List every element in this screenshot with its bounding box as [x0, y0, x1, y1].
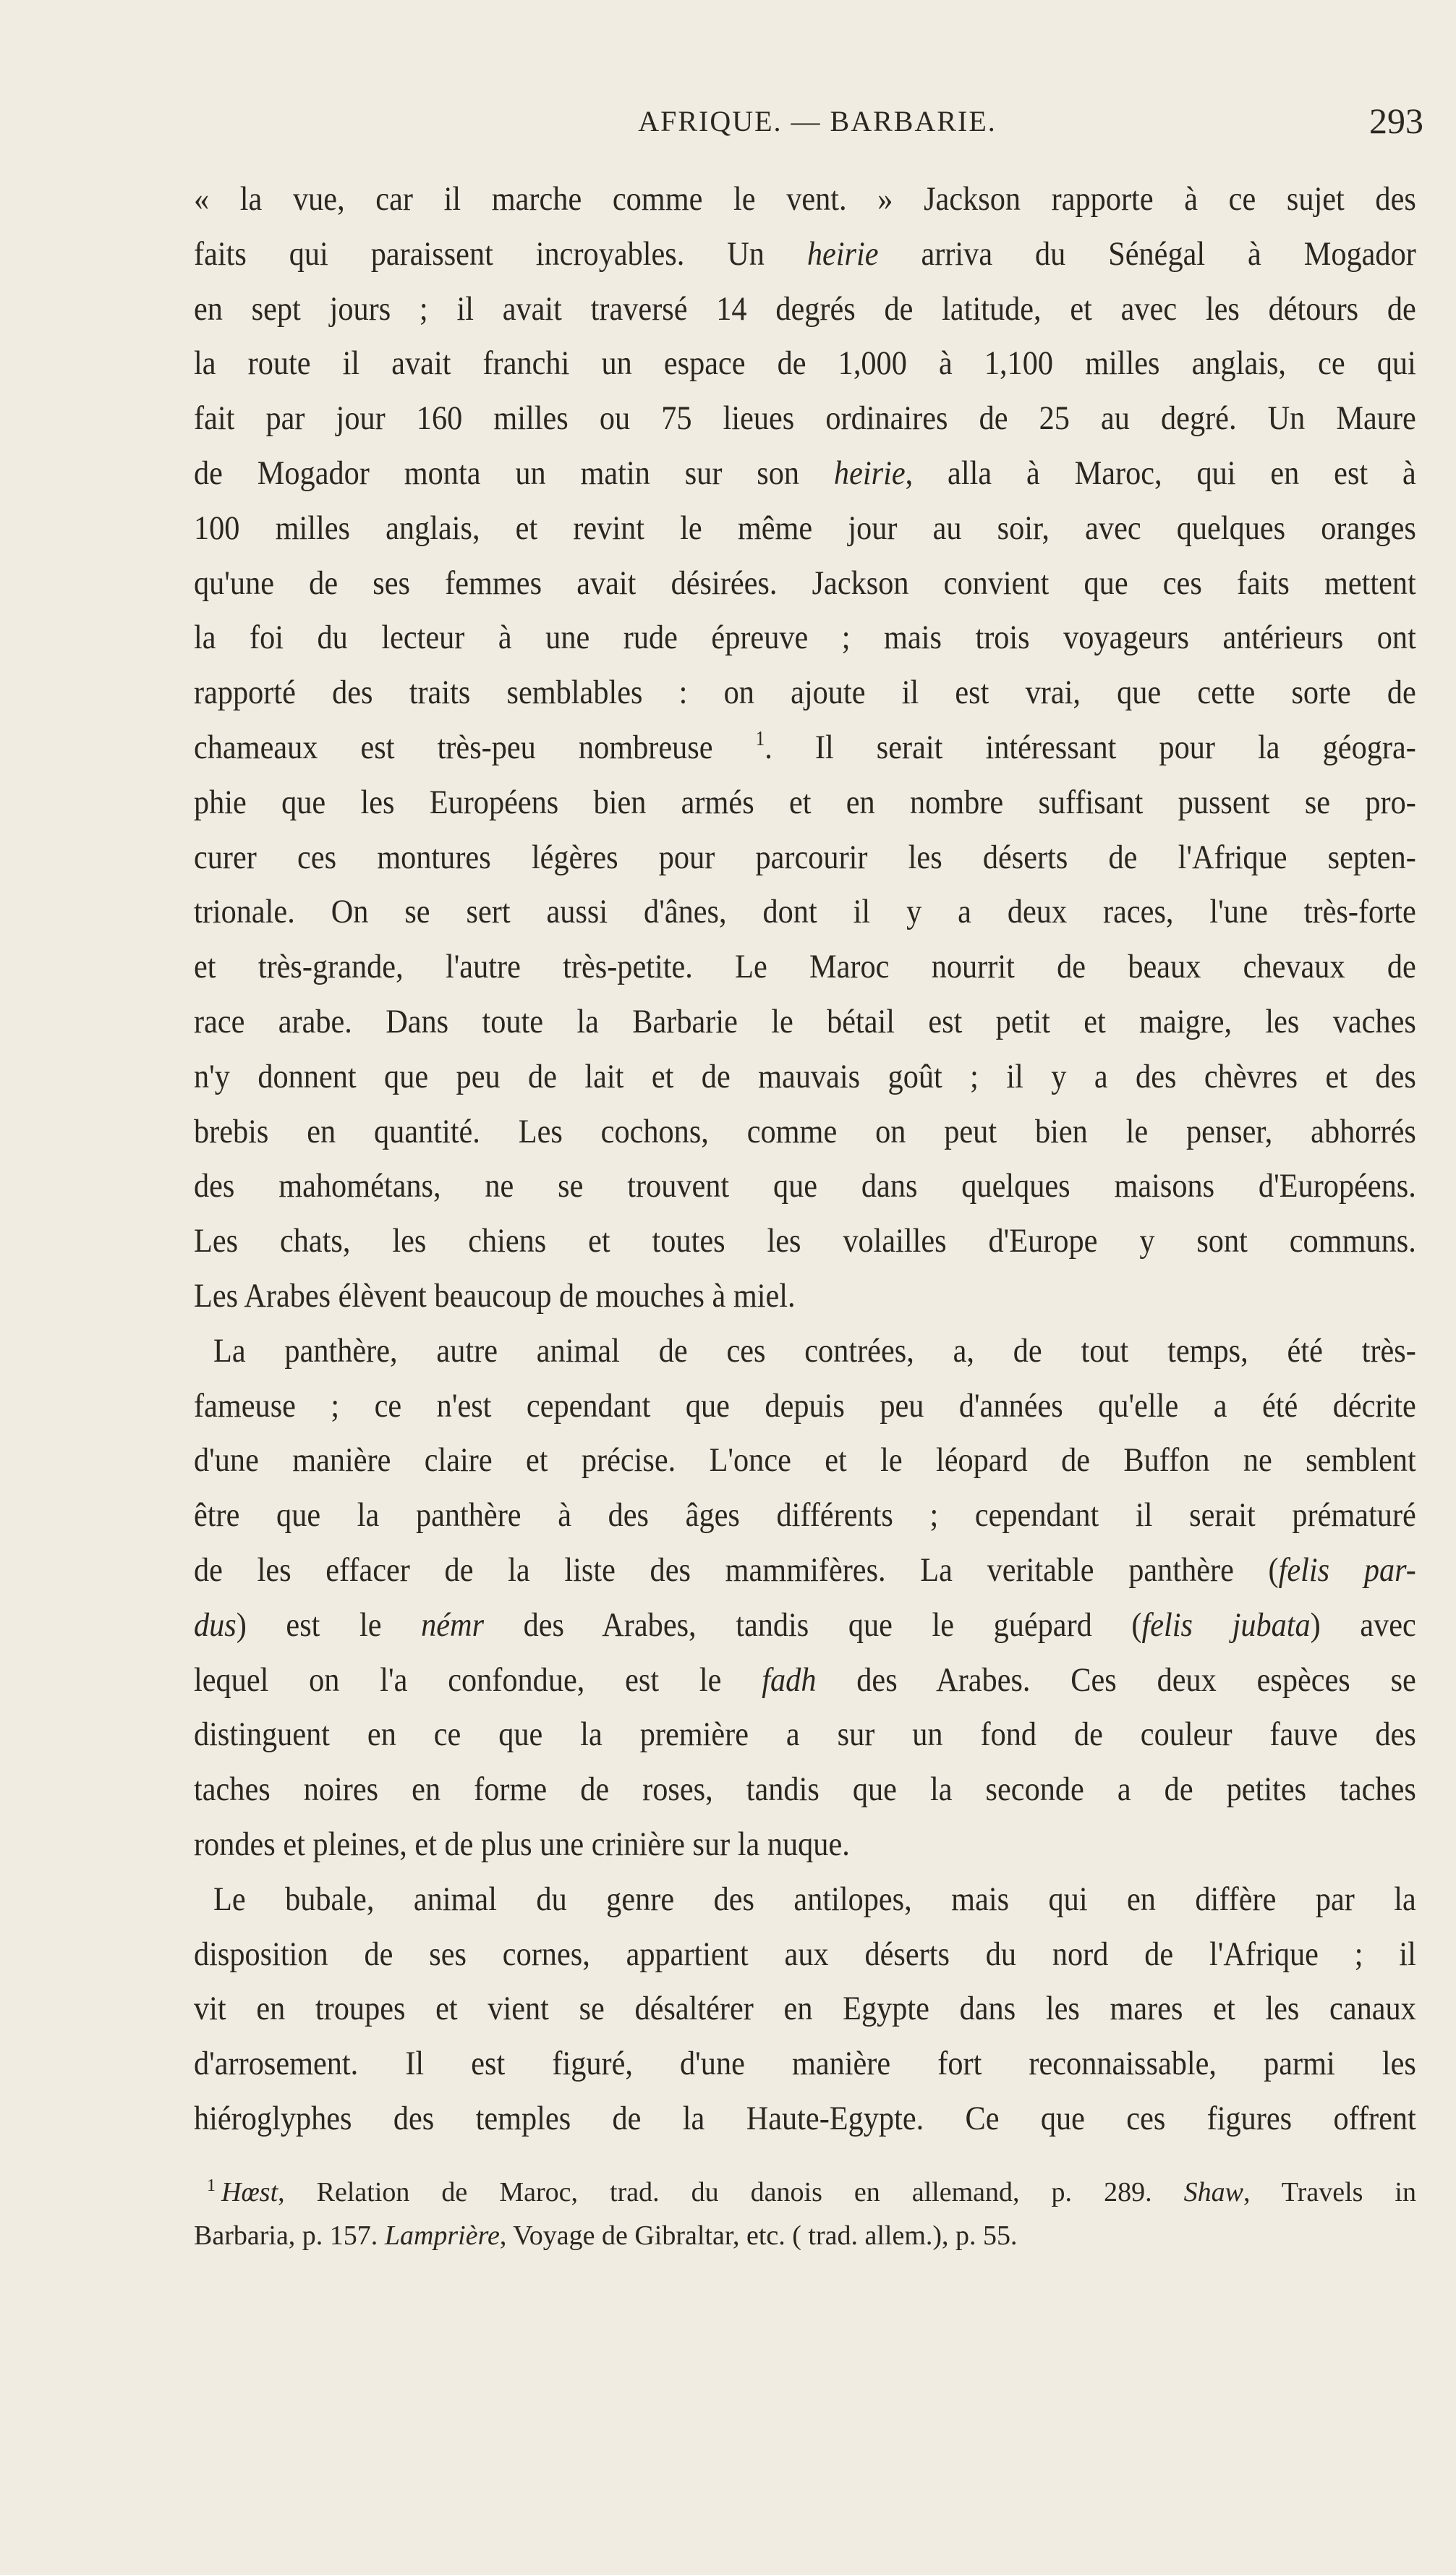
text-line: Les chats, les chiens et toutes les volailles d'Europe y sont communs. — [194, 1222, 1416, 1260]
text-line: de Mogador monta un matin sur son heirie, alla à Maroc, qui en est à — [194, 454, 1416, 492]
text-line: dus) est le némr des Arabes, tandis que le guépard (felis jubata) avec — [194, 1605, 1416, 1644]
text-line: curer ces montures légères pour parcourir les déserts de l'Afrique septen- — [194, 838, 1416, 876]
text-line: taches noires en forme de roses, tandis que la seconde a de petites taches — [194, 1770, 1416, 1809]
text-line: n'y donnent que peu de lait et de mauvais goût ; il y a des chèvres et des — [194, 1057, 1416, 1095]
italic-term: felis jubata — [1141, 1605, 1311, 1644]
text-line: de les effacer de la liste des mammifères. La veritable panthère (felis par- — [194, 1550, 1416, 1589]
text-line: La panthère, autre animal de ces contrées, a, de tout temps, été très- — [213, 1331, 1416, 1370]
text-line: hiéroglyphes des temples de la Haute-Egypte. Ce que ces figures offrent — [194, 2099, 1416, 2137]
italic-term: heirie — [806, 234, 879, 273]
text-line: Les Arabes élèvent beaucoup de mouches à miel. — [194, 1276, 796, 1315]
text-line: vit en troupes et vient se désaltérer en Egypte dans les mares et les canaux — [194, 1990, 1416, 2028]
text-line: « la vue, car il marche comme le vent. » Jackson rapporte à ce sujet des — [194, 180, 1416, 218]
text-line: fameuse ; ce n'est cependant que depuis peu d'années qu'elle a été décrite — [194, 1386, 1416, 1425]
footnote-author: Shaw — [1183, 2177, 1243, 2207]
text-line: rondes et pleines, et de plus une crinière sur la nuque. — [194, 1825, 850, 1863]
page-number: 293 — [1369, 101, 1423, 141]
text-line: Le bubale, animal du genre des antilopes, mais qui en diffère par la — [213, 1880, 1416, 1918]
footnotes — [194, 2171, 1416, 2257]
text-line: faits qui paraissent incroyables. Un heirie arriva du Sénégal à Mogador — [194, 234, 1416, 273]
text-line: des mahométans, ne se trouvent que dans quelques maisons d'Européens. — [194, 1167, 1416, 1205]
footnote-reference: 1 — [755, 727, 765, 750]
text-line: en sept jours ; il avait traversé 14 degrés de latitude, et avec les détours de — [194, 289, 1416, 328]
italic-term: heirie — [833, 454, 906, 492]
text-line: la route il avait franchi un espace de 1,000 à 1,100 milles anglais, ce qui — [194, 344, 1416, 383]
text-line: être que la panthère à des âges différents ; cependant il serait prématuré — [194, 1496, 1416, 1535]
text-line: race arabe. Dans toute la Barbarie le bétail est petit et maigre, les vaches — [194, 1002, 1416, 1040]
italic-term: fadh — [762, 1660, 817, 1699]
text-line: lequel on l'a confondue, est le fadh des Arabes. Ces deux espèces se — [194, 1660, 1416, 1699]
footnote-author: Lamprière — [384, 2220, 500, 2251]
footnote-line: Barbaria, p. 157. Lamprière, Voyage de Gibraltar, etc. ( trad. allem.), p. 55. — [194, 2220, 1018, 2251]
text-line: d'arrosement. Il est figuré, d'une manière fort reconnaissable, parmi les — [194, 2045, 1416, 2083]
text-line: disposition de ses cornes, appartient aux déserts du nord de l'Afrique ; il — [194, 1935, 1416, 1973]
running-title: AFRIQUE. — BARBARIE. — [638, 105, 997, 137]
text-line: fait par jour 160 milles ou 75 lieues ordinaires de 25 au degré. Un Maure — [194, 399, 1416, 438]
text-line: chameaux est très-peu nombreuse $^1$. Il serait intéressant pour la géogra- — [194, 727, 1416, 766]
text-line: d'une manière claire et précise. L'once et le léopard de Buffon ne semblent — [194, 1441, 1416, 1480]
text-line: qu'une de ses femmes avait désirées. Jackson convient que ces faits mettent — [194, 564, 1416, 602]
text-line: 100 milles anglais, et revint le même jour au soir, avec quelques oranges — [194, 509, 1416, 547]
footnote-author: Hœst — [221, 2177, 278, 2207]
running-head — [195, 100, 1439, 143]
footnote-line: $^1$ Hœst, Relation de Maroc, trad. du danois en allemand, p. 289. Shaw, Travels in — [207, 2176, 1416, 2207]
text-line: trionale. On se sert aussi d'ânes, dont il y a deux races, l'une très-forte — [194, 893, 1416, 931]
italic-term: némr — [421, 1605, 485, 1644]
text-line: rapporté des traits semblables : on ajoute il est vrai, que cette sorte de — [194, 674, 1416, 712]
italic-term: felis par- — [1278, 1550, 1416, 1589]
text-line: distinguent en ce que la première a sur un fond de couleur fauve des — [194, 1715, 1416, 1754]
footnote-mark: 1 — [207, 2176, 216, 2195]
text-line: phie que les Européens bien armés et en nombre suffisant pussent se pro- — [194, 783, 1416, 821]
text-line: brebis en quantité. Les cochons, comme on peut bien le penser, abhorrés — [194, 1112, 1416, 1150]
italic-term: dus — [194, 1605, 237, 1644]
text-line: la foi du lecteur à une rude épreuve ; mais trois voyageurs antérieurs ont — [194, 619, 1416, 657]
body-text — [194, 172, 1416, 2147]
text-line: et très-grande, l'autre très-petite. Le Maroc nourrit de beaux chevaux de — [194, 948, 1416, 986]
